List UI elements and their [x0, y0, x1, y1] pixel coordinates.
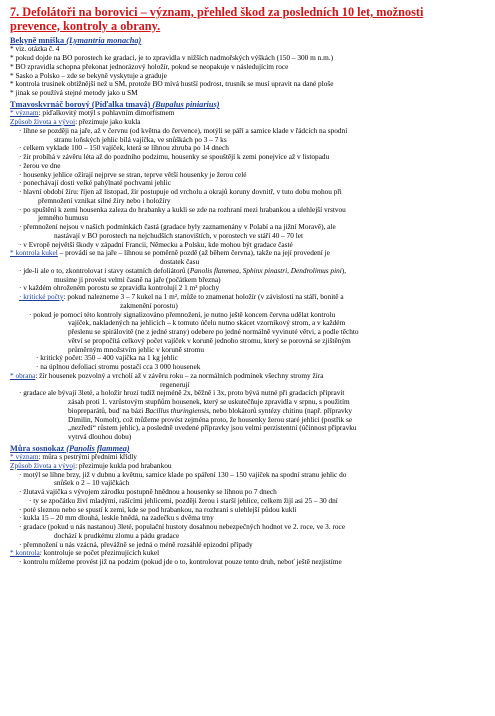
text-span: – provádí se na jaře – líhnou se poměrně pozdě (až během června), takže na její provedení je — [57, 249, 330, 258]
text-line: Dimilin, Nomolt), což můžeme provést zejména proto, že housenky žerou staré jehlici (postřik se — [68, 415, 353, 424]
text-line: · na úplnou defoliaci stromu postačí cca 3 000 housenek — [36, 363, 201, 372]
title-line-1: 7. Defolátoři na borovici – význam, přehled škod za posledních 10 let, možnosti — [10, 5, 424, 19]
text-line: · gradace ale bývají 3leté, a holožír hrozí tudíž nejméně 2x, běžně i 3x, proto bývá nutné při gradacích připravit — [19, 389, 345, 398]
text-line: · žír probíhá v závěru léta až do pozdního podzimu, housenky se spouštějí k zemi ponejvíce až v listopadu — [19, 153, 330, 162]
text-line: · ponechávají dosti velké pahýlnaté pochvami jehlic — [19, 179, 171, 188]
heading-latin: (Bupalus piniarius) — [152, 99, 220, 109]
section-mura-sosnokaz — [10, 444, 485, 567]
text-line — [10, 453, 485, 462]
text-line: · celkem vyklade 100 – 150 vajíček, která se líhnou zhruba po 14 dnech — [19, 144, 229, 153]
text-line: snůšek o 2 – 10 vajíčkách — [54, 479, 130, 488]
latin-species: Bacillus thuringiensis — [145, 406, 209, 415]
text-line — [10, 267, 485, 276]
text-span: , nebo blokátorů syntézy chitinu (např. přípravky — [208, 406, 352, 415]
text-line: · přemnožení u nás vzácná, převážně se jedná o méně rozsáhlé epizodní případy — [19, 540, 253, 549]
text-line: zakmenění porostu) — [120, 301, 178, 310]
title-line-2: prevence, kontroly a obrany. — [10, 18, 161, 33]
text-line — [10, 109, 485, 118]
text-line: · kukla 15 – 20 mm dlouhá, leskle hnědá, na zadečku s dvěma trny — [19, 514, 214, 523]
text-line: nastávají v BO porostech na nejchudších stanovištích, v porostech ve stáří 40 – 70 let — [54, 231, 304, 240]
text-line: zásah proti 1. vzrůstovým stupňům housenek, který se uskutečňuje zpravidla v srpnu, s použitím — [68, 398, 350, 407]
text-line: · pokud je pomocí této kontroly signalizováno přemnožení, je nutno ještě koncem června udělat kontrolu — [29, 310, 336, 319]
text-line: · poté sleznou nebo se spustí k zemi, kde se pod hrabankou, na rozhraní s ulehlejší půdou kuklí — [19, 505, 297, 514]
text-line: * kontrola trusinek obtížnější než u SM, protože BO mívá hustší podrost, trusník se musí upravit na dané ploše — [10, 80, 334, 89]
text-line: * Sasko a Polsko – zde se bekyně vyskytuje a graduje — [10, 71, 167, 80]
text-line — [10, 549, 485, 558]
section-heading — [10, 444, 485, 453]
text-line: stranu loňských jehlic bílá vajíčka, ve snůškách po 3 – 7 ks — [54, 135, 227, 144]
text-line: * jinak se používá stejné metody jako u SM — [10, 89, 138, 98]
text-line: * pokud dojde na BO porostech ke gradaci, je to zpravidla v nižších nadmořských výškách (150 – 300 m n.m.) — [10, 54, 334, 63]
label-kontrola-kukel: * kontrola kukel — [10, 249, 58, 258]
text-line — [10, 293, 485, 302]
text-span: · jde-li ale o to, zkontrolovat i stavy ostatních defoliátorů ( — [19, 266, 190, 275]
text-line: · hlavní období žíru: říjen až listopad, žír postupuje od vrcholu a okrajů koruny dovnitř, v tuto dobu mohou při — [19, 188, 342, 197]
text-span: : kontroluje se počet přezimujících kukel — [39, 549, 160, 558]
text-span: : žír housenek pozvolný a vrcholí až v závěru roku – za normálních podmínek všechny stromy žíra — [35, 371, 324, 380]
text-line: · ty se zpočátku živí mladými, rašícími jehlicemi, později žerou i starší jehlice, celkem žijí asi 25 – 30 dní — [29, 496, 338, 505]
text-line — [10, 249, 485, 258]
text-line: · kritický počet: 350 – 400 vajíčka na 1 kg jehlic — [36, 354, 178, 363]
text-line: regenerují — [160, 380, 190, 389]
text-line: · housenky jehlice ožírají nejprve se stran, teprve větší housenky je žerou celé — [19, 170, 247, 179]
text-line: · v každém ohroženém porostu se zpravidla kontrolují 2 1 m² plochy — [19, 284, 220, 293]
text-line: · po spuštění k zemi housenka zaleza do hrabanky a kukli se zde na rozhraní mezi hrabankou a ulehlejší vrstvou — [19, 205, 346, 214]
label-obrana: * obrana — [10, 371, 36, 380]
section-heading — [10, 100, 485, 109]
text-line: „nezředí“ růstem jehlic), a posledně uvedené přípravky jsou velmi perzistentní (účinnost přípravku — [68, 424, 357, 433]
text-span: : můra s pestrými předními křídly — [38, 453, 137, 462]
heading-name: Bekyně mniška — [10, 36, 65, 45]
text-line: · žlutavá vajíčka s vývojem zárodku postupně hnědnou a housenky se líhnou po 7 dnech — [19, 488, 277, 497]
text-line: * BO zpravidla schopna překonat jednorázový holožír, pokud se neopakuje v následujícím roce — [10, 62, 289, 71]
text-line: · gradace (pokud u nás nastanou) 3leté, populační hustoty dosahnou nebezpečných hodnot ve 2. roce, ve 3. roce — [19, 523, 346, 532]
text-line — [10, 407, 485, 416]
section-tmavoskvrnac-borovy — [10, 100, 485, 442]
section-heading — [10, 36, 485, 45]
label-vyznam: * význam — [10, 453, 39, 462]
text-span: ), — [341, 266, 347, 275]
text-span: : pokud nalezneme 3 – 7 kukel na 1 m², může to znamenat holožír (v závislosti na stáří, bonitě a — [63, 293, 344, 302]
text-line: větví se propočítá celkový počet vajíček v koruně jednoho stromu, který se porovná se zjištěným — [68, 336, 351, 345]
text-line: · přemnožení nejsou v našich podmínkách častá (gradace byly zaznamenány v Polabí a na jižní Moravě), ale — [19, 223, 336, 232]
text-line: * viz. otázka č. 4 — [10, 45, 60, 54]
heading-latin: (Panolis flammea) — [66, 443, 130, 453]
text-line: · kontrolu můžeme provést již na podzim (pokud jde o to, kontrolovat pouze tento druh, neboť ještě nezjistíme — [19, 558, 342, 567]
text-line: dostatek času — [160, 258, 200, 267]
latin-species: Panolis flammea, Sphinx pinastri, Dendrolimus pini — [189, 266, 342, 275]
text-line: jemného humusu — [38, 214, 89, 223]
label-zpusob-zivota: Způsob života a vývoj — [10, 461, 76, 470]
text-line — [10, 372, 485, 381]
text-span: : přezimuje kukla pod hrabankou — [75, 461, 172, 470]
text-line: · líhne se později na jaře, až v červnu (od května do července), motýli se páří a samice klade v řádcích na spodní — [19, 126, 348, 135]
text-line: přemnožení vznikat silné žíry nebo i holožíry — [38, 196, 171, 205]
label-zpusob-zivota: Způsob života a vývoj — [10, 118, 76, 127]
text-line — [10, 462, 485, 471]
text-line: přeslenu se spirálovitě (ne z jedné strany) odebere po jedné normálně vyvinuté větvi, a podle těchto — [68, 328, 359, 337]
text-line: vytrvá dlouhou dobu) — [68, 433, 132, 442]
text-line: · v Evropě největší škody v západní Francii, Německu a Polsku, kde mohou být gradace časté — [19, 240, 293, 249]
heading-latin: (Lymantria monacha) — [66, 36, 142, 45]
text-line: průměrným množstvím jehlic v koruně stromu — [68, 345, 204, 354]
label-kriticke-pocty: · kritické počty — [19, 293, 64, 302]
text-line: · motýl se líhne brzy, již v dubnu a květnu, samice klade po spáření 130 – 150 vajíček na spodní stranu jehlic do — [19, 470, 347, 479]
text-line: vajíček, nakladených na jehlicích – k tomuto účelu nutno skácet vzorníkový strom, a v každém — [68, 319, 346, 328]
text-span: : přezimuje jako kukla — [75, 118, 141, 127]
text-line: musíme ji provést velmi časně na jaře (počátkem března) — [54, 275, 221, 284]
text-line: dochází k prudkému zlomu a pádu gradace — [54, 531, 180, 540]
heading-name: Tmavoskvrnáč borový (Píďalka tmavá) — [10, 99, 151, 109]
text-span: : píďalkovitý motýl s pohlavním dimorfismem — [38, 109, 175, 118]
text-span: biopreparátů, buď na bázi — [68, 406, 146, 415]
text-line — [10, 118, 485, 127]
section-bekyne-mniska — [10, 36, 485, 98]
label-vyznam: * význam — [10, 109, 39, 118]
heading-name: Můra sosnokaz — [10, 443, 65, 453]
text-line: · žerou ve dne — [19, 161, 61, 170]
document-title — [10, 6, 485, 33]
label-kontrola: * kontrola — [10, 549, 40, 558]
